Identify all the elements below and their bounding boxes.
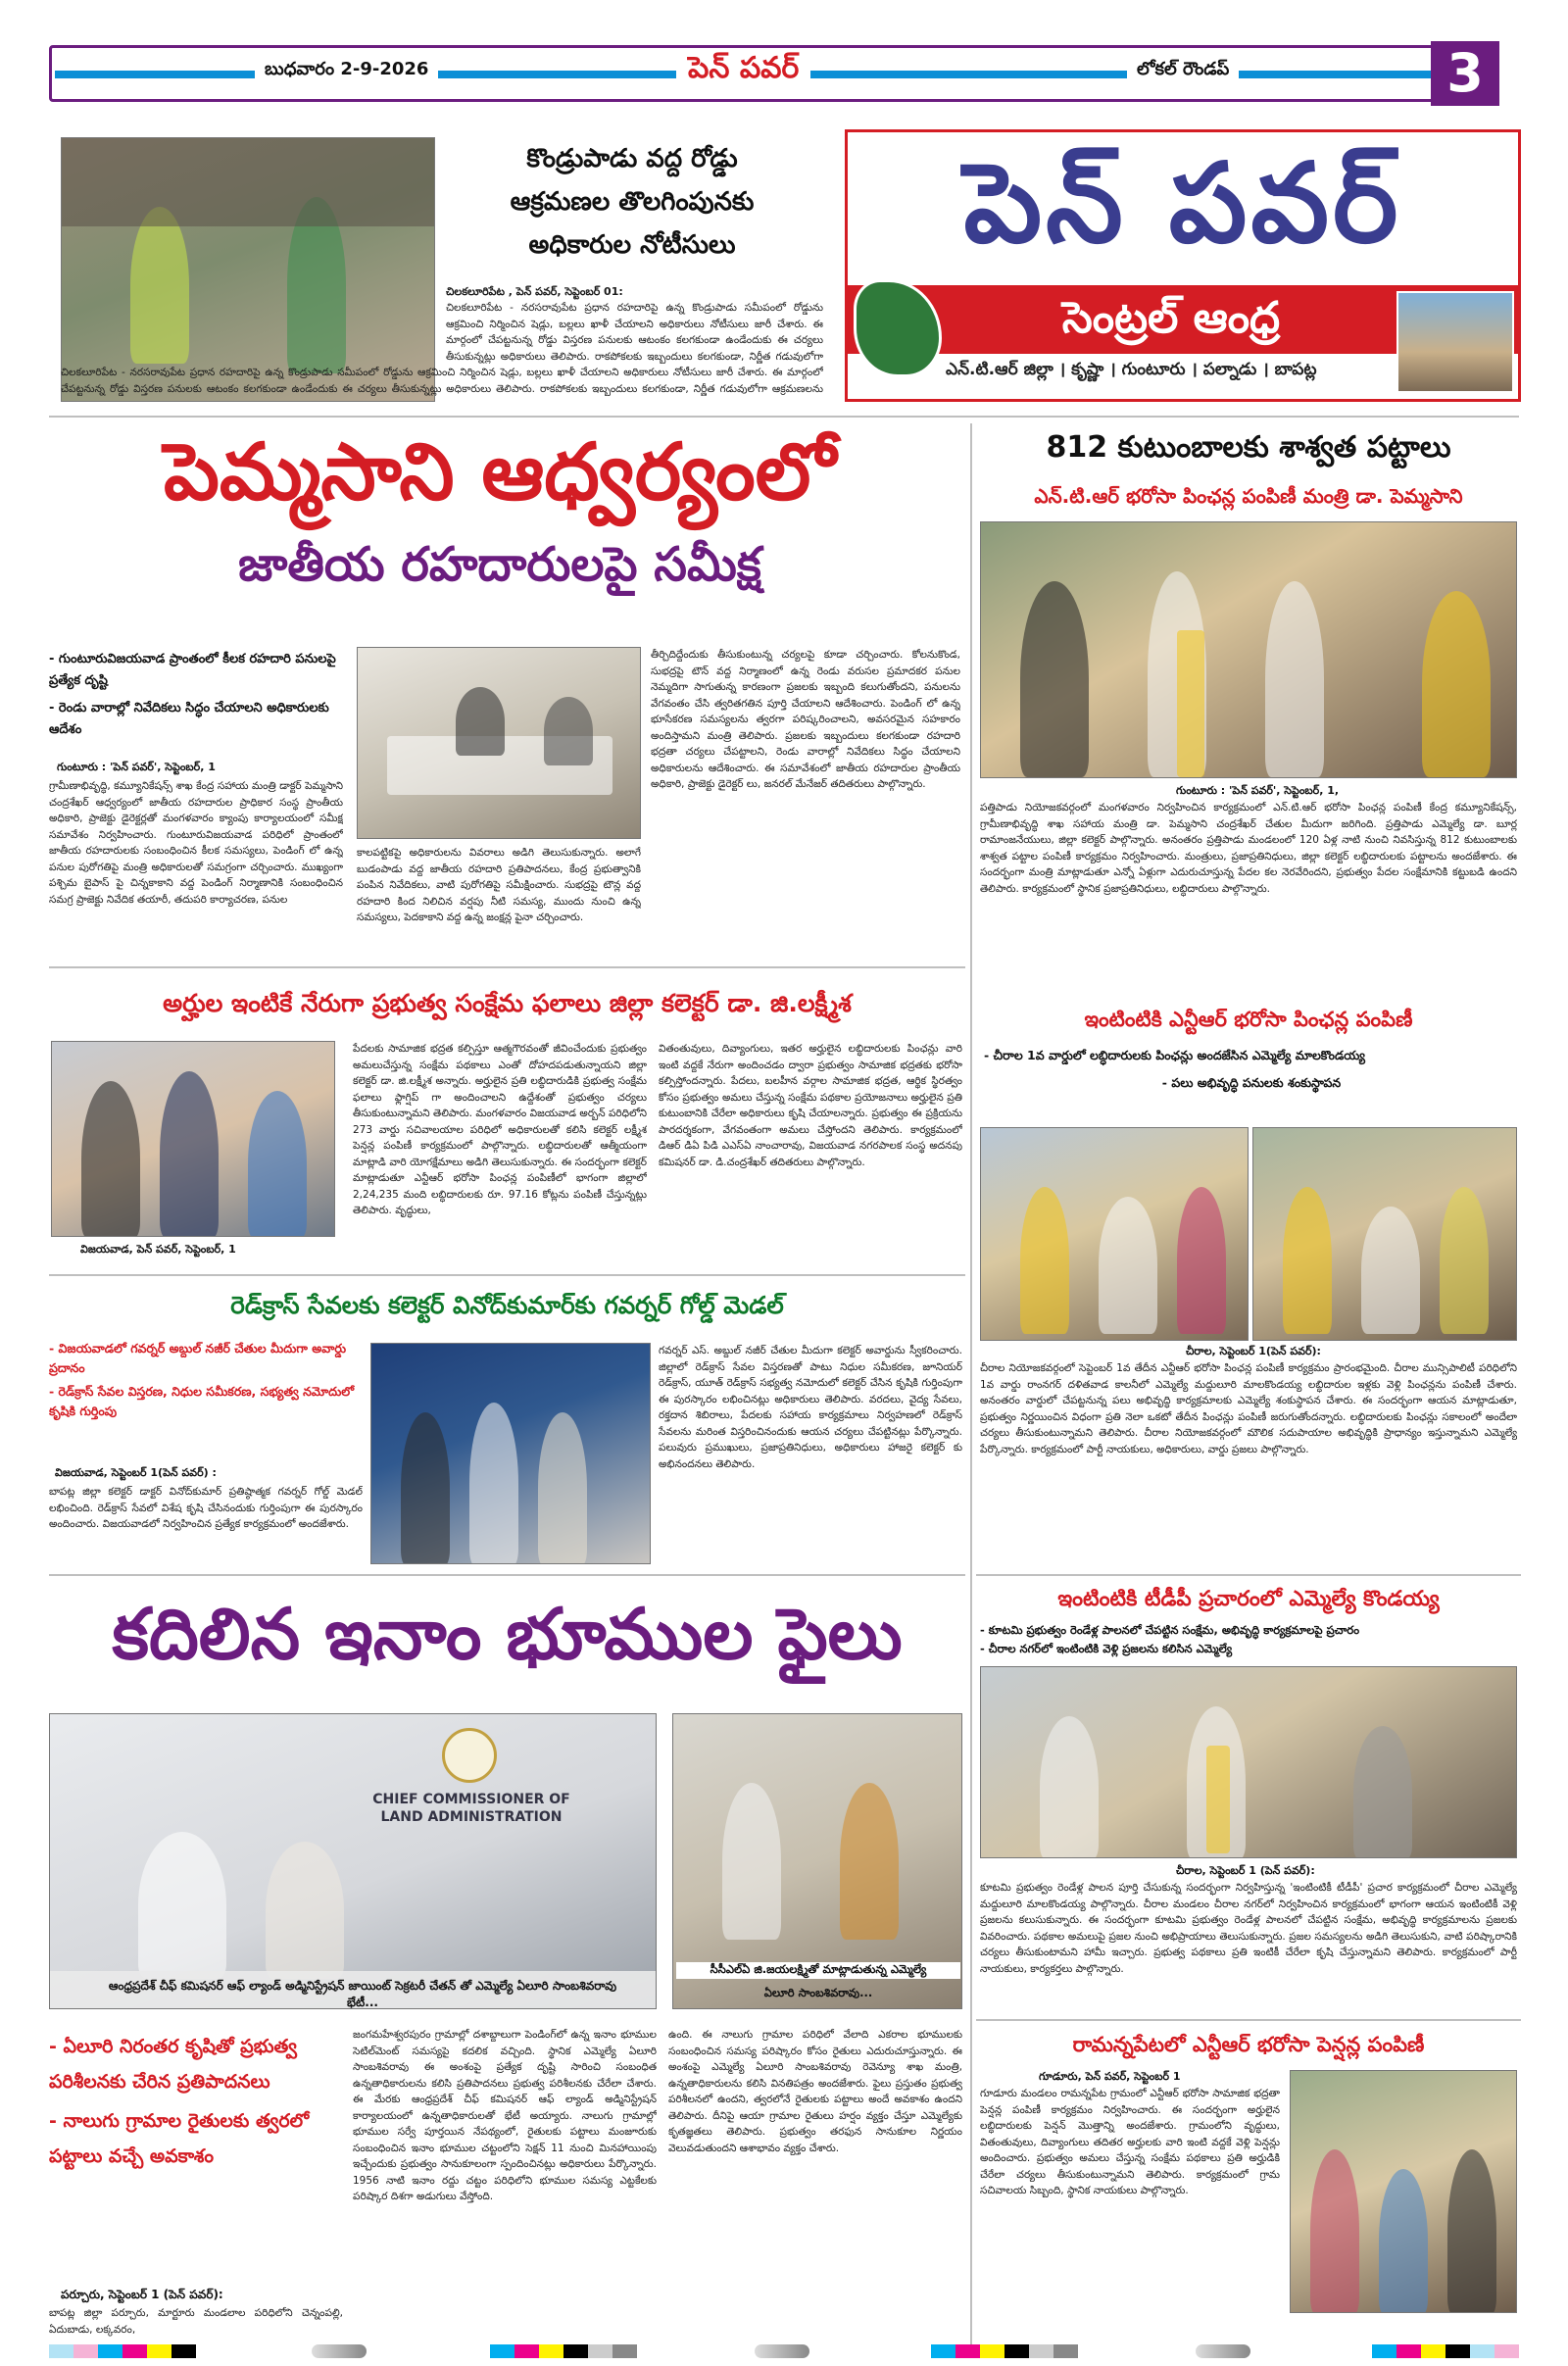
inam-body-mid: జంగమహేశ్వరపురం గ్రామాల్లో దశాబ్దాలుగా పెండింగ్‌లో ఉన్న ఇనాం భూముల సెటిల్‌మెంట్ సమస్యపై కదలిక వచ్చింది. స్థానిక ఎమ్మెల్యే ఏలూరి సాంబశివరావు ఈ అంశంపై ప్రత్యేక దృష్టి సారించి సంబంధిత ఉన్నతాధికారులను కలిసి ప్రతిపాదనలు ప్రభుత్వ పరిశీలనకు చేరేలా చేశారు. ఈ మేరకు ఆంధ్రప్రదేశ్ చీఫ్ కమిషనర్ ఆఫ్ ల్యాండ్ అడ్మినిస్ట్రేషన్ కార్యాలయంలో ఉన్నతాధికారులతో భేటీ అయ్యారు. నాలుగు గ్రామాల్లో భూముల సర్వే పూర్తయిన నేపథ్యంలో, రైతులకు పట్టాలు మంజూరుకు సంబంధించిన ఇనాం భూముల చట్టంలోని సెక్షన్ 11 నుంచి మినహాయింపు ఇచ్చేందుకు ప్రభుత్వం సానుకూలంగా స్పందించినట్లు అధికారులు పేర్కొన్నారు. 1956 నాటి ఇనాం రద్దు చట్టం పరిధిలోని భూముల సమస్య ఎట్టకేలకు పరిష్కార దిశగా అడుగులు వేస్తోంది. bbox=[353, 2029, 657, 2202]
chirala-foundation-photo-right bbox=[1252, 1127, 1517, 1341]
print-gray-pill-1 bbox=[312, 2344, 367, 2358]
kondrupadu-headline bbox=[441, 137, 823, 267]
divider-top bbox=[49, 416, 1519, 418]
cclra-meeting-photo bbox=[49, 1713, 657, 2009]
print-gray-pill-2 bbox=[755, 2344, 809, 2358]
inam-bullets bbox=[49, 2029, 343, 2174]
top-header bbox=[49, 42, 1519, 104]
tdp-bullet-2: - చీరాల నగర్‌లో ఇంటింటికి వెళ్లి ప్రజలను కలిసిన ఎమ్మెల్యే bbox=[980, 1642, 1233, 1655]
header-date: బుధవారం 2-9-2026 bbox=[255, 59, 438, 83]
tdp-body: కూటమి ప్రభుత్వం రెండేళ్ల పాలన పూర్తి చేసుకున్న సందర్భంగా నిర్వహిస్తున్న 'ఇంటింటికీ టీడీపీ' ప్రచార కార్యక్రమంలో చీరాల ఎమ్మెల్యే మద్దులూరి మాలకొండయ్య పాల్గొన్నారు. చీరాల మండలం చీరాల నగర్‌లో నిర్వహించిన కార్యక్రమంలో భాగంగా ఆయన ఇంటింటికీ వెళ్లి ప్రజలను కలుసుకున్నారు. ఈ సందర్భంగా కూటమి ప్రభుత్వం రెండేళ్ల పాలనలో చేపట్టిన సంక్షేమ, అభివృద్ధి కార్యక్రమాలను ప్రజలకు వివరించారు. పథకాల అమలుపై ప్రజల నుంచి అభిప్రాయాలు తెలుసుకున్నారు. ప్రజల సమస్యలను అడిగి తెలుసుకుని, వాటి పరిష్కారానికి చర్యలు తీసుకుంటామని హామీ ఇచ్చారు. ప్రభుత్వ పథకాలు ప్రతి ఇంటికీ చేరేలా కృషి చేస్తున్నామని తెలిపారు. కార్యక్రమంలో పార్టీ నాయకులు, కార్యకర్తలు పాల్గొన్నారు. bbox=[980, 1882, 1517, 1975]
pemmasani-body-left: గ్రామీణాభివృద్ధి, కమ్యూనికేషన్స్ శాఖ కేంద్ర సహాయ మంత్రి డాక్టర్ పెమ్మసాని చంద్రశేఖర్ ఆధ్వర్యంలో జాతీయ రహదారుల ప్రాధికార సంస్థ ప్రాంతీయ అధికారి, ప్రాజెక్టు డైరెక్టర్లతో మంగళవారం క్యాంపు కార్యాలయంలో సమీక్ష సమావేశం నిర్వహించారు. గుంటూరువిజయవాడ పరిధిలో ప్రాంతంలో జాతీయ రహదారులకు సంబంధించిన కీలక సమస్యలు, పెండింగ్ లో ఉన్న పనుల పురోగతిపై మంత్రి అధికారులతో సమగ్రంగా చర్చించారు. ముఖ్యంగా పశ్చిమ బైపాస్ పై చిన్నకాకాని వద్ద పెండింగ్ నిర్మాణానికి సంబంధించిన సమగ్ర ప్రాజెక్టు నివేదిక తయారీ, తదుపరి కార్యాచరణ, పనుల bbox=[49, 780, 343, 906]
divider-col-right-1 bbox=[970, 423, 972, 2344]
intintiki-pension-bullet-2: - పలు అభివృద్ధి పనులకు శంకుస్థాపన bbox=[1161, 1075, 1342, 1090]
redcross-bullet-1: - విజయవాడలో గవర్నర్ అబ్దుల్ నజీర్ చేతుల మీదుగా అవార్డు ప్రదానం bbox=[49, 1341, 347, 1375]
kondrupadu-headline-line-3: అధికారుల నోటీసులు bbox=[528, 230, 736, 260]
redcross-body-left: బాపట్ల జిల్లా కలెక్టర్ డాక్టర్ వినోద్‌కుమార్ ప్రతిష్ఠాత్మక గవర్నర్ గోల్డ్ మెడల్ లభించింది. రెడ్‌క్రాస్ సేవలో విశేష కృషి చేసినందుకు గుర్తింపుగా ఈ పురస్కారం అందించారు. విజయవాడలో నిర్వహించిన ప్రత్యేక కార్యక్రమంలో అందజేశారు. bbox=[49, 1486, 363, 1530]
pemmasani-subheadline: జాతీయ రహదారులపై సమీక్ష bbox=[238, 537, 761, 592]
pemmasani-body-right: తీర్చిదిద్దేందుకు తీసుకుంటున్న చర్యలపై కూడా చర్చించారు. కోలనుకొండ, సుభద్రపై టౌన్ వద్ద నిర్మాణంలో ఉన్న రెండు వరుసల ప్రమాదకర పనుల నెమ్మదిగా సాగుతున్న కారణంగా ప్రజలకు ఇబ్బంది కలుగుతోందని, పనులను వేగవంతం చేసి త్వరితగతిన పూర్తి చేయాలని ఆదేశించారు. పెండింగ్ లో ఉన్న భూసేకరణ సమస్యలను త్వరగా పరిష్కరించాలని, అవసరమైన సహకారం అందిస్తామని మంత్రి తెలిపారు. ప్రజలకు ఇబ్బందులు కలగకుండా రహదారి భద్రతా చర్యలు చేపట్టాలని, రెండు వారాల్లో నివేదికలు సిద్ధం చేయాలని అధికారులను ఆదేశించారు. ఈ సమావేశంలో జాతీయ రహదారుల ప్రాంతీయ అధికారి, ప్రాజెక్టు డైరెక్టర్ లు, జనరల్ మేనేజర్ తదితరులు పాల్గొన్నారు. bbox=[651, 649, 960, 790]
cclra-sign-text: CHIEF COMMISSIONER OF LAND ADMINISTRATION bbox=[372, 1792, 570, 1825]
governor-award-photo bbox=[370, 1343, 651, 1564]
pemmasani-bullet-1: - గుంటూరువిజయవాడ ప్రాంతంలో కీలక రహదారి పనులపై ప్రత్యేక దృష్టి bbox=[49, 652, 336, 688]
inam-body-right: ఉంది. ఈ నాలుగు గ్రామాల పరిధిలో వేలాది ఎకరాల భూములకు సంబంధించిన సమస్య పరిష్కారం కోసం రైతులు ఎదురుచూస్తున్నారు. ఈ అంశంపై ఎమ్మెల్యే ఏలూరి సాంబశివరావు రెవెన్యూ శాఖ మంత్రి, ఉన్నతాధికారులను కలిసి వినతిపత్రం అందజేశారు. ఫైలు ప్రస్తుతం ప్రభుత్వ పరిశీలనలో ఉందని, త్వరలోనే రైతులకు పట్టాలు అందే అవకాశం ఉందని తెలిపారు. దీనిపై ఆయా గ్రామాల రైతులు హర్షం వ్యక్తం చేస్తూ ఎమ్మెల్యేకు కృతజ్ఞతలు తెలిపారు. ప్రభుత్వం తరఫున సానుకూల నిర్ణయం వెలువడుతుందని ఆశాభావం వ్యక్తం చేశారు. bbox=[668, 2029, 962, 2154]
divider-right-ramannapet bbox=[976, 2019, 1521, 2021]
redcross-headline: రెడ్‌క్రాస్ సేవలకు కలెక్టర్ వినోద్‌కుమార్‌కు గవర్నర్ గోల్డ్ మెడల్ bbox=[230, 1291, 784, 1319]
tdp-bullet-1: - కూటమి ప్రభుత్వం రెండేళ్ల పాలనలో చేపట్టిన సంక్షేమ, అభివృద్ధి కార్యక్రమాలపై ప్రచారం bbox=[980, 1623, 1360, 1637]
divider-right-tdp bbox=[976, 1574, 1521, 1576]
masthead bbox=[845, 129, 1521, 402]
ramannapet-body: గూడూరు మండలం రామన్నపేట గ్రామంలో ఎన్టీఆర్ భరోసా సామాజిక భద్రతా పెన్షన్ల పంపిణీ కార్యక్రమం నిర్వహించారు. ఈ సందర్భంగా అర్హులైన లబ్ధిదారులకు పెన్షన్ మొత్తాన్ని అందజేశారు. గ్రామంలోని వృద్ధులు, వితంతువులు, దివ్యాంగులు తదితర అర్హులకు వారి ఇంటి వద్దకే వెళ్లి పెన్షన్లు అందించారు. ప్రభుత్వం అమలు చేస్తున్న సంక్షేమ పథకాలు ప్రతి అర్హుడికి చేరేలా చర్యలు తీసుకుంటున్నామని తెలిపారు. కార్యక్రమంలో గ్రామ సచివాలయ సిబ్బంది, స్థానిక నాయకులు పాల్గొన్నారు. bbox=[980, 2088, 1280, 2196]
review-meeting-photo bbox=[357, 647, 641, 839]
lakshmisha-body-left: పేదలకు సామాజిక భద్రత కల్పిస్తూ ఆత్మగౌరవంతో జీవించేందుకు ప్రభుత్వం అమలుచేస్తున్న సంక్షేమ పథకాలు ఎంతో దోహదపడుతున్నాయని జిల్లా కలెక్టర్ డా. జి.లక్ష్మీశ అన్నారు. అర్హులైన ప్రతి లబ్ధిదారుడికి ప్రభుత్వ సంక్షేమ ఫలాలు ఫ్లాగ్షిప్ గా అందించాలని ఉద్దేశంతో ప్రభుత్వం చర్యలు తీసుకుంటున్నామని తెలిపారు. మంగళవారం విజయవాడ అర్బన్ పరిధిలోని 273 వార్డు సచివాలయాల పరిధిలో అధికారులతో కలిసి కలెక్టర్ లక్ష్మీశ పెన్షన్ల పంపిణీ కార్యక్రమంలో పాల్గొన్నారు. లబ్ధిదారులతో ఆత్మీయంగా మాట్లాడి వారి యోగక్షేమాలు అడిగి తెలుసుకున్నారు. ఈ సందర్భంగా కలెక్టర్ మాట్లాడుతూ ఎన్టీఆర్ భరోసా పింఛన్ల పంపిణీలో భాగంగా జిల్లాలో 2,24,235 మంది లబ్ధిదారులకు రూ. 97.16 కోట్లను పంపిణీ చేస్తున్నట్లు తెలిపారు. వృద్ధులు, bbox=[353, 1043, 647, 1216]
roadside-shed-photo bbox=[61, 137, 435, 402]
redcross-body-right: గవర్నర్ ఎస్. అబ్దుల్ నజీర్ చేతుల మీదుగా కలెక్టర్ అవార్డును స్వీకరించారు. జిల్లాలో రెడ్‌క్రాస్ సేవల విస్తరణతో పాటు నిధుల సమీకరణ, జూనియర్ రెడ్‌క్రాస్, యూత్ రెడ్‌క్రాస్ సభ్యత్వ నమోదులో కలెక్టర్ చేసిన కృషికి గుర్తింపుగా ఈ పురస్కారం లభించినట్లు అధికారులు తెలిపారు. వరదలు, వైద్య సేవలు, రక్తదాన శిబిరాలు, పేదలకు సహాయ కార్యక్రమాలు నిర్వహణలో రెడ్‌క్రాస్ సేవలను మరింత విస్తరించినందుకు ఆయన చర్యలు చేపట్టినట్లు పేర్కొన్నారు. పలువురు ప్రముఖులు, ప్రజాప్రతినిధులు, అధికారులు హాజరై కలెక్టర్ కు అభినందనలు తెలిపారు. bbox=[659, 1345, 962, 1470]
pemmasani-dateline: గుంటూరు : 'పెన్ పవర్', సెప్టెంబర్, 1 bbox=[57, 761, 216, 773]
kondrupadu-dateline: చిలకలూరిపేట , పెన్ పవర్, సెప్టెంబర్ 01: bbox=[446, 285, 623, 298]
ramannapet-headline: రామన్నపేటలో ఎన్టీఆర్ భరోసా పెన్షన్ల పంపిణీ bbox=[1072, 2033, 1425, 2056]
pemmasani-body-mid: కాలపట్టికపై అధికారులను వివరాలు అడిగి తెలుసుకున్నారు. అలాగే బుడంపాడు వద్ద జాతీయ రహదారి ప్రతిపాదనలు, కేంద్ర ప్రభుత్వానికి పంపిన నివేదికలు, వాటి పురోగతిపై సమీక్షించారు. సుభద్రపై టౌన్ల వద్ద రహదారి కింద నిలిచిన వర్షపు నీటి సమస్య, ముందు నుంచి ఉన్న సమస్యలు, పెదకాకాని వద్ద ఉన్న జంక్షన్ల పైనా చర్చించారు. bbox=[357, 847, 641, 923]
intintiki-pension-headline: ఇంటింటికి ఎన్టీఆర్ భరోసా పింఛన్ల పంపిణీ bbox=[1084, 1008, 1413, 1031]
masthead-districts: ఎన్.టి.ఆర్ జిల్లా । కృష్ణా । గుంటూరు । పల్నాడు । బాపట్ల bbox=[946, 360, 1317, 379]
pattalu-distribution-photo bbox=[980, 521, 1517, 778]
lakshmisha-headline: అర్హుల ఇంటికే నేరుగా ప్రభుత్వ సంక్షేమ ఫలాలు జిల్లా కలెక్టర్ డా. జి.లక్ష్మీశ bbox=[163, 989, 852, 1017]
ramannapet-dateline: గూడూరు, పెన్ పవర్, సెప్టెంబర్ 1 bbox=[1039, 2070, 1181, 2083]
inam-bullet-1: - ఏలూరి నిరంతర కృషితో ప్రభుత్వ పరిశీలనకు చేరిన ప్రతిపాదనలు bbox=[49, 2036, 297, 2093]
print-color-bar-2 bbox=[490, 2344, 637, 2358]
header-section: లోకల్ రౌండప్ bbox=[1127, 59, 1239, 83]
intintiki-pension-bullets bbox=[984, 1045, 1519, 1094]
divider-lakshmisha bbox=[49, 1274, 965, 1276]
inam-headline: కదిలిన ఇనాం భూముల ఫైలు bbox=[112, 1593, 903, 1675]
pattalu-body: పత్తిపాడు నియోజకవర్గంలో మంగళవారం నిర్వహించిన కార్యక్రమంలో ఎన్.టి.ఆర్ భరోసా పింఛన్ల పంపిణీ కేంద్ర కమ్యూనికేషన్స్, గ్రామీణాభివృద్ధి శాఖ సహాయ మంత్రి డా. పెమ్మసాని చంద్రశేఖర్ చేతుల మీదుగా జరిగింది. ప్రత్తిపాడు ఎమ్మెల్యే డా. బూర్ల రామాంజనేయులు, జిల్లా కలెక్టర్ పాల్గొన్నారు. అనంతరం ప్రత్తిపాడు మండలంలో 120 ఏళ్ల నాటి నుంచి నివసిస్తున్న 812 కుటుంబాలకు శాశ్వత పట్టాల పంపిణీ కార్యక్రమం నిర్వహించారు. మంత్రులు, ప్రజాప్రతినిధులు, జిల్లా కలెక్టర్ లబ్ధిదారులకు పట్టాలను అందజేశారు. ఈ సందర్భంగా మంత్రి మాట్లాడుతూ ఎన్నో ఏళ్లుగా ఎదురుచూస్తున్న పేదల కల నెరవేరిందని, ప్రభుత్వం పేదల సంక్షేమానికి కట్టుబడి ఉందని తెలిపారు. కార్యక్రమంలో స్థానిక ప్రజాప్రతినిధులు, లబ్ధిదారులు పాల్గొన్నారు. bbox=[980, 802, 1517, 895]
kondrupadu-body: చిలకలూరిపేట - నరసరావుపేట ప్రధాన రహదారిపై ఉన్న కొండ్రుపాడు సమీపంలో రోడ్డును ఆక్రమించి నిర్మించిన షెడ్లు, బల్లలు ఖాళీ చేయాలని అధికారులు నోటీసులు జారీ చేశారు. ఈ మార్గంలో చేపట్టనున్న రోడ్డు విస్తరణ పనులకు ఆటంకం కలగకుండా ఉండేందుకు ఈ చర్యలు తీసుకున్నట్లు అధికారులు తెలిపారు. రాకపోకలకు ఇబ్బందులు కలగకుండా, నిర్ణీత గడువులోగా bbox=[446, 302, 823, 363]
pemmasani-headline: పెమ్మసాని ఆధ్వర్యంలో bbox=[164, 426, 836, 518]
divider-pemmasani bbox=[49, 966, 965, 968]
intintiki-pension-dateline: చీరాల, సెప్టెంబర్ 1(పెన్ పవర్): bbox=[1186, 1345, 1321, 1357]
cclra-photo-caption: ఆంధ్రప్రదేశ్ చీఫ్ కమిషనర్ ఆఫ్ ల్యాండ్ అడ్మినిస్ట్రేషన్ జాయింట్ సెక్రటరీ చేతన్ తో ఎమ్మెల్యే ఏలూరి సాంబశివరావు భేటీ... bbox=[108, 1979, 617, 2009]
pension-handover-photo bbox=[51, 1041, 335, 1237]
intintiki-pension-bullet-1: - చీరాల 1వ వార్డులో లబ్ధిదారులకు పింఛన్లు అందజేసిన ఎమ్మెల్యే మాలకొండయ్య bbox=[984, 1048, 1365, 1062]
print-gray-pill-3 bbox=[1196, 2344, 1250, 2358]
lakshmisha-caption: విజయవాడ, పెన్ పవర్, సెప్టెంబర్, 1 bbox=[80, 1243, 236, 1256]
pattalu-subheadline: ఎన్.టి.ఆర్ భరోసా పింఛన్ల పంపిణీ మంత్రి డా. పెమ్మసాని bbox=[1034, 484, 1463, 508]
kondrupadu-headline-line-2: ఆక్రమణల తొలగింపునకు bbox=[510, 187, 755, 217]
cclra-emblem bbox=[442, 1728, 497, 1783]
kondrupadu-body-continued: చిలకలూరిపేట - నరసరావుపేట ప్రధాన రహదారిపై ఉన్న కొండ్రుపాడు సమీపంలో రోడ్డును ఆక్రమించి నిర్మించిన షెడ్లు, బల్లలు ఖాళీ చేయాలని అధికారులు నోటీసులు జారీ చేశారు. ఈ మార్గంలో చేపట్టనున్న రోడ్డు విస్తరణ పనులకు ఆటంకం కలగకుండా ఉండేందుకు ఈ చర్యలు తీసుకున్నట్లు అధికారులు తెలిపారు. రాకపోకలకు ఇబ్బందులు కలగకుండా, నిర్ణీత గడువులోగా ఆక్రమణలను bbox=[61, 367, 823, 395]
print-color-bar-3 bbox=[931, 2344, 1078, 2358]
inam-dateline: పర్చూరు, సెప్టెంబర్ 1 (పెన్ పవర్): bbox=[61, 2288, 223, 2301]
tdp-bullets bbox=[980, 1621, 1519, 1658]
pemmasani-bullet-2: - రెండు వారాల్లో నివేదికలు సిద్ధం చేయాలని అధికారులకు ఆదేశం bbox=[49, 701, 329, 737]
pattalu-dateline: గుంటూరు : 'పెన్ పవర్', సెప్టెంబర్, 1, bbox=[1176, 784, 1340, 797]
pattalu-headline: 812 కుటుంబాలకు శాశ్వత పట్టాలు bbox=[1046, 430, 1451, 465]
redcross-bullets bbox=[49, 1339, 363, 1421]
ramannapet-pension-photo bbox=[1290, 2070, 1517, 2313]
masthead-title: పెన్ పవర్ bbox=[963, 140, 1402, 268]
lakshmisha-body-right: వితంతువులు, దివ్యాంగులు, ఇతర అర్హులైన లబ్ధిదారులకు పింఛన్లు వారి ఇంటి వద్దకే నేరుగా అందించడం ద్వారా ప్రభుత్వం సామాజిక భద్రతకు భరోసా కల్పిస్తోందన్నారు. పేదలు, బలహీన వర్గాల సామాజిక భద్రత, ఆర్థిక స్థిరత్వం కోసం ప్రభుత్వం అమలు చేస్తున్న సంక్షేమ పథకాల ప్రయోజనాలు అర్హులైన ప్రతి కుటుంబానికి చేరేలా అధికారులు కృషి చేయాలన్నారు. ప్రభుత్వం ఈ ప్రక్రియను పారదర్శకంగా, వేగవంతంగా అమలు చేస్తోందని తెలిపారు. కార్యక్రమంలో డిఆర్ డిఏ పిడి ఎఎస్ఏ నాంచారావు, విజయవాడ నగరపాలక సంస్థ అదనపు కమిషనర్ డా. డి.చంద్రశేఖర్ తదితరులు పాల్గొన్నారు. bbox=[659, 1043, 962, 1168]
tdp-caption: చీరాల, సెప్టెంబర్ 1 (పెన్ పవర్): bbox=[1176, 1864, 1315, 1877]
header-paper-name: పెన్ పవర్ bbox=[676, 51, 810, 92]
cclra-discussion-caption-2: ఏలూరి సాంబశివరావు... bbox=[763, 1986, 873, 1999]
highway-thumbnail bbox=[1396, 291, 1514, 393]
print-color-bar-4 bbox=[1372, 2344, 1519, 2358]
masthead-subtitle: సెంట్రల్ ఆంధ్ర bbox=[1061, 293, 1281, 343]
chirala-pension-photo-left bbox=[980, 1127, 1249, 1341]
cclra-discussion-caption-1: సీసీఎల్‌ఏ జి.జయలక్ష్మితో మాట్లాడుతున్న ఎమ్మెల్యే bbox=[676, 1962, 960, 1979]
inam-bullet-2: - నాలుగు గ్రామాల రైతులకు త్వరలో పట్టాలు వచ్చే అవకాశం bbox=[49, 2110, 310, 2167]
pemmasani-bullets bbox=[49, 649, 343, 741]
redcross-bullet-2: - రెడ్‌క్రాస్ సేవల విస్తరణ, నిధుల సమీకరణ, సభ్యత్వ నమోదులో కృషికి గుర్తింపు bbox=[49, 1384, 355, 1418]
tdp-campaign-photo bbox=[980, 1666, 1517, 1858]
intintiki-pension-body: చీరాల నియోజకవర్గంలో సెప్టెంబర్ 1వ తేదీన ఎన్టీఆర్ భరోసా పింఛన్ల పంపిణీ కార్యక్రమం ప్రారంభమైంది. చీరాల మున్సిపాలిటీ పరిధిలోని 1వ వార్డు రాంనగర్ దళితవాడ కాలనీలో ఎమ్మెల్యే మద్దులూరి మాలకొండయ్య లబ్ధిదారుల ఇళ్లకు వెళ్లి పింఛన్లను పంపిణీ చేశారు. అనంతరం వార్డులో చేపట్టనున్న పలు అభివృద్ధి కార్యక్రమాలకు ఎమ్మెల్యే శంకుస్థాపన చేశారు. ఈ సందర్భంగా ఆయన మాట్లాడుతూ, ప్రభుత్వం నిర్ణయించిన విధంగా ప్రతి నెలా ఒకటో తేదీన పింఛన్లు పంపిణీ జరుగుతోందన్నారు. లబ్ధిదారులకు పింఛన్లు సకాలంలో అందేలా చర్యలు తీసుకుంటున్నామని తెలిపారు. చీరాల నియోజకవర్గంలో మౌలిక సదుపాయాల అభివృద్ధికి ప్రాధాన్యం ఇస్తున్నామని ఎమ్మెల్యే పేర్కొన్నారు. కార్యక్రమంలో పార్టీ నాయకులు, అధికారులు, వార్డు ప్రజలు పాల్గొన్నారు. bbox=[980, 1362, 1517, 1455]
kondrupadu-headline-line-1: కొండ్రుపాడు వద్ద రోడ్డు bbox=[526, 144, 738, 173]
inam-body-left: బాపట్ల జిల్లా పర్చూరు, మార్టూరు మండలాల పరిధిలోని చెన్నంపల్లి, ఏదుబాడు, లక్కవరం, bbox=[49, 2307, 343, 2336]
divider-redcross bbox=[49, 1574, 965, 1576]
tdp-headline: ఇంటింటికి టీడీపీ ప్రచారంలో ఎమ్మెల్యే కొండయ్య bbox=[1057, 1587, 1440, 1611]
redcross-dateline: విజయవాడ, సెప్టెంబర్ 1(పెన్ పవర్) : bbox=[55, 1466, 217, 1479]
page-number: 3 bbox=[1431, 41, 1499, 106]
print-color-bar-1 bbox=[49, 2344, 196, 2358]
